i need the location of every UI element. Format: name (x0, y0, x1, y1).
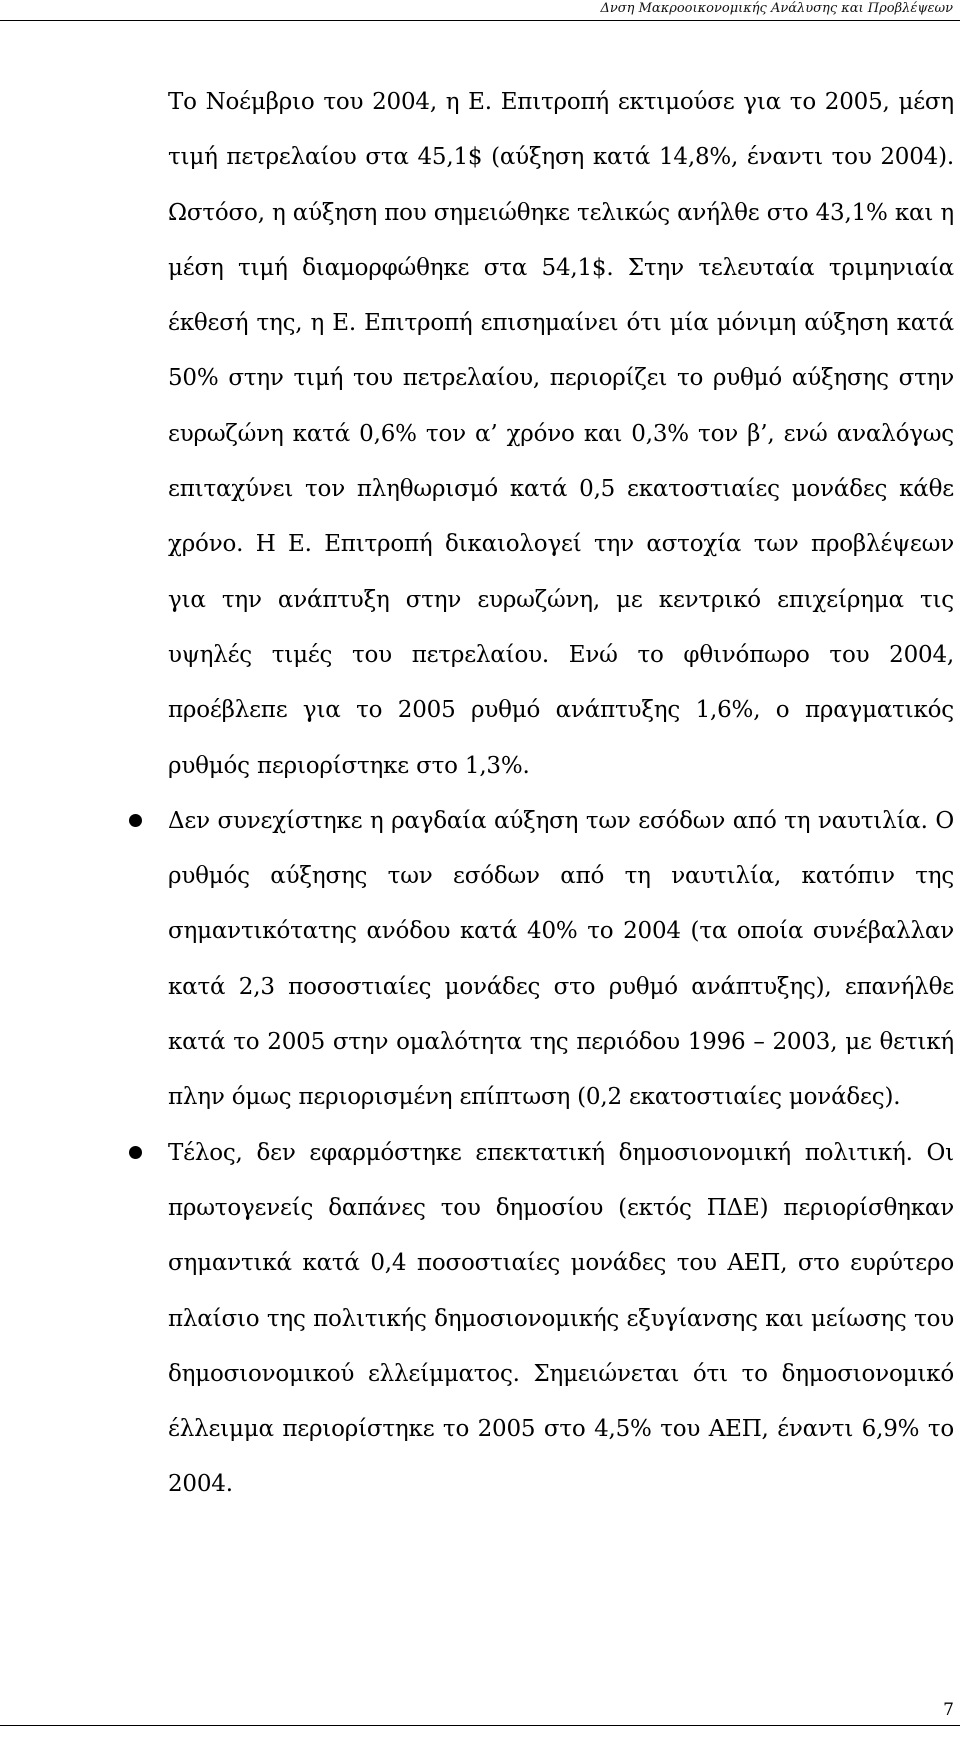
intro-paragraph: Το Νοέμβριο του 2004, η Ε. Επιτροπή εκτιμούσε για το 2005, μέση τιμή πετρελαίου στα 45,1$ (αύξηση κατά 14,8%, έναντι του 2004). Ωστόσο, η αύξηση που σημειώθηκε τελικώς ανήλθε στο 43,1% και η μέση τιμή διαμορφώθηκε στα 54,1$. Στην τελευταία τριμηνιαία έκθεσή της, η Ε. Επιτροπή επισημαίνει ότι μία μόνιμη αύξηση κατά 50% στην τιμή του πετρελαίου, περιορίζει το ρυθμό αύξησης στην ευρωζώνη κατά 0,6% τον α’ χρόνο και 0,3% τον β’, ενώ αναλόγως επιταχύνει τον πληθωρισμό κατά 0,5 εκατοστιαίες μονάδες κάθε χρόνο. Η Ε. Επιτροπή δικαιολογεί την αστοχία των προβλέψεων για την ανάπτυξη στην ευρωζώνη, με κεντρικό επιχείρημα τις υψηλές τιμές του πετρελαίου. Ενώ το φθινόπωρο του 2004, προέβλεπε για το 2005 ρυθμό ανάπτυξης 1,6%, ο πραγματικός ρυθμός περιορίστηκε στο 1,3%. (168, 89, 954, 779)
bullet-item-fiscal-policy (168, 1126, 954, 1513)
header-divider (0, 20, 960, 21)
bullet-text: Δεν συνεχίστηκε η ραγδαία αύξηση των εσόδων από τη ναυτιλία. Ο ρυθμός αύξησης των εσόδων από τη ναυτιλία, κατόπιν της σημαντικότατης ανόδου κατά 40% το 2004 (τα οποία συνέβαλλαν κατά 2,3 ποσοστιαίες μονάδες στο ρυθμό ανάπτυξης), επανήλθε κατά το 2005 στην ομαλότητα της περιόδου 1996 – 2003, με θετική πλην όμως περιορισμένη επίπτωση (0,2 εκατοστιαίες μονάδες). (168, 807, 954, 1111)
bullet-icon (129, 1146, 142, 1159)
bullet-item-shipping (168, 794, 954, 1126)
page-header (0, 0, 960, 26)
bullet-icon (129, 814, 142, 827)
document-body (168, 75, 954, 1513)
footer-divider (0, 1725, 960, 1726)
bullet-text: Τέλος, δεν εφαρμόστηκε επεκτατική δημοσιονομική πολιτική. Οι πρωτογενείς δαπάνες του δημοσίου (εκτός ΠΔΕ) περιορίσθηκαν σημαντικά κατά 0,4 ποσοστιαίες μονάδες του ΑΕΠ, στο ευρύτερο πλαίσιο της πολιτικής δημοσιονομικής εξυγίανσης και μείωσης του δημοσιονομικού ελλείμματος. Σημειώνεται ότι το δημοσιονομικό έλλειμμα περιορίστηκε το 2005 στο 4,5% του ΑΕΠ, έναντι 6,9% το 2004. (168, 1139, 954, 1498)
page-number: 7 (943, 1700, 954, 1720)
running-title: Δνση Μακροοικονομικής Ανάλυσης και Προβλέψεων (600, 1, 953, 16)
page-footer (0, 1700, 960, 1761)
